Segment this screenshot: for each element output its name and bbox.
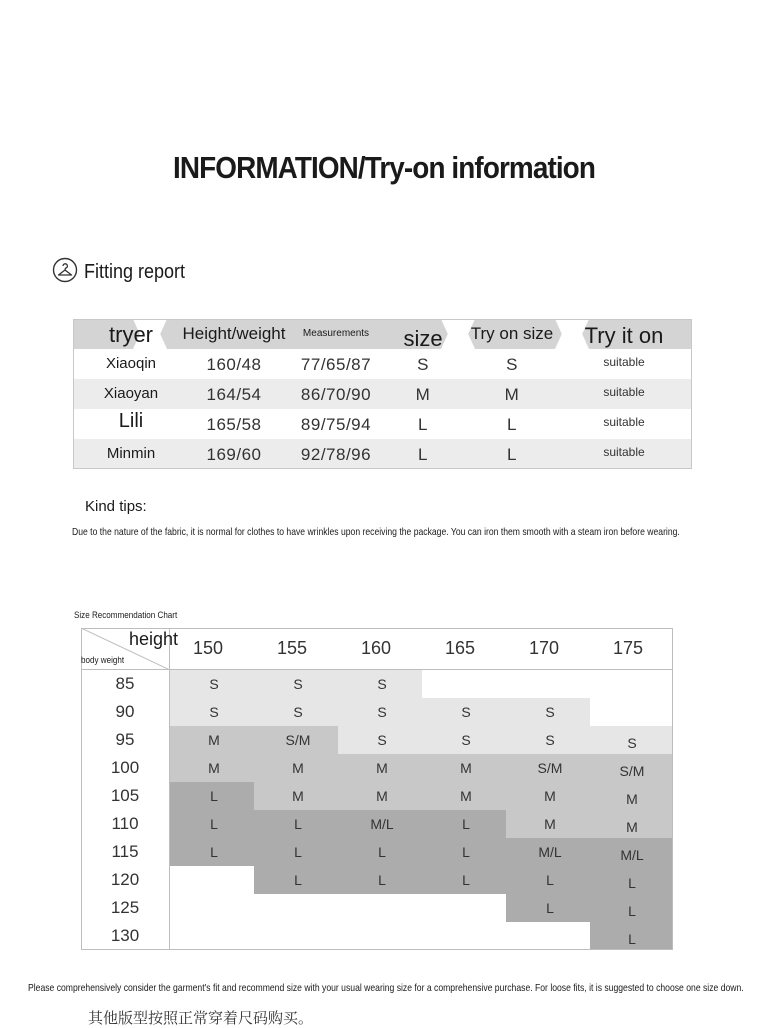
size-cell: L [294, 844, 302, 860]
size-cell: S [545, 704, 555, 720]
size-cell: M [626, 819, 638, 835]
weight-axis-label: body weight [81, 655, 125, 666]
size-cell: S [377, 732, 387, 748]
size-cell: S [209, 704, 219, 720]
fitting-cell: L [418, 415, 428, 434]
fitting-cell: Minmin [106, 445, 156, 462]
size-cell: S/M [285, 732, 311, 748]
size-cell: S [545, 732, 555, 748]
height-column-label: 150 [192, 638, 224, 658]
size-cell: S [377, 704, 387, 720]
kind-tips-title: Kind tips: [85, 498, 147, 515]
height-column-label: 175 [612, 638, 644, 658]
size-cell: L [462, 816, 470, 832]
size-cell: L [294, 816, 302, 832]
header-tryer: tryer [109, 322, 153, 347]
fitting-cell: 89/75/94 [300, 415, 372, 434]
weight-row-label: 85 [115, 674, 135, 693]
size-cell: M [626, 791, 638, 807]
height-column-label: 165 [444, 638, 476, 658]
size-cell: L [210, 816, 218, 832]
size-cell: L [378, 872, 386, 888]
size-cell: M/L [370, 816, 394, 832]
weight-row-label: 105 [110, 786, 140, 805]
size-cell: M [208, 732, 220, 748]
fitting-cell: S [417, 355, 429, 374]
fitting-cell: 164/54 [206, 385, 262, 404]
weight-row-label: 120 [110, 870, 140, 889]
fitting-cell: suitable [603, 355, 645, 369]
size-cell: S [627, 735, 637, 751]
footer-note: Please comprehensively consider the garment's fit and recommend size with your usual wearing size for a comprehensive purchase. For loose fits, it is suggested to choose one size down. [28, 982, 744, 994]
size-cell: L [546, 900, 554, 916]
size-cell: L [628, 931, 636, 947]
footer-chinese-note: 其他版型按照正常穿着尺码购买。 [88, 1010, 314, 1027]
header-try-it-on: Try it on [584, 323, 664, 348]
weight-row-label: 110 [111, 814, 139, 833]
size-cell: M [376, 788, 388, 804]
size-cell: L [462, 844, 470, 860]
weight-row-label: 95 [115, 730, 135, 749]
fitting-cell: L [418, 445, 428, 464]
height-column-label: 160 [360, 638, 392, 658]
size-cell: L [628, 903, 636, 919]
fitting-table-border [73, 319, 692, 469]
header-size: size [403, 326, 443, 351]
header-height-weight: Height/weight [182, 324, 286, 343]
size-cell: M [376, 760, 388, 776]
size-cell: M/L [620, 847, 644, 863]
size-chart-caption: Size Recommendation Chart [74, 610, 178, 621]
weight-row-label: 125 [110, 898, 140, 917]
height-axis-label: height [129, 629, 179, 649]
fitting-cell: 86/70/90 [300, 385, 372, 404]
fitting-cell: Xiaoqin [105, 355, 157, 372]
size-cell: S [209, 676, 219, 692]
size-cell: L [462, 872, 470, 888]
fitting-cell: Xiaoyan [103, 385, 159, 402]
fitting-cell: suitable [603, 385, 645, 399]
size-cell: L [378, 844, 386, 860]
header-measurements: Measurements [302, 328, 370, 339]
size-cell: L [546, 872, 554, 888]
fitting-cell: M [415, 385, 431, 404]
size-cell: S/M [619, 763, 645, 779]
size-cell: S [461, 732, 471, 748]
fitting-cell: S [506, 355, 518, 374]
weight-row-label: 130 [110, 926, 140, 945]
size-cell: L [628, 875, 636, 891]
fitting-cell: suitable [603, 445, 645, 459]
size-cell: M [460, 760, 472, 776]
size-recommendation-table [81, 628, 673, 950]
fitting-report-table [73, 319, 692, 469]
fitting-cell: suitable [603, 415, 645, 429]
size-cell: S/M [537, 760, 563, 776]
fitting-cell: 77/65/87 [300, 355, 372, 374]
size-cell: L [210, 844, 218, 860]
fitting-cell: 165/58 [206, 415, 262, 434]
size-cell: S [293, 704, 303, 720]
size-cell: M [460, 788, 472, 804]
hanger-circle-icon [52, 257, 78, 288]
size-cell: S [377, 676, 387, 692]
weight-row-label: 90 [115, 702, 135, 721]
size-cell: M [544, 816, 556, 832]
fitting-report-heading [52, 257, 196, 288]
fitting-report-label: Fitting report [84, 261, 186, 283]
fitting-cell: M [504, 385, 520, 404]
fitting-cell: 92/78/96 [300, 445, 372, 464]
fitting-cell: 160/48 [206, 355, 262, 374]
size-cell: M [544, 788, 556, 804]
size-cell: L [294, 872, 302, 888]
size-cell: M [208, 760, 220, 776]
weight-row-label: 100 [110, 758, 140, 777]
kind-tips-text: Due to the nature of the fabric, it is normal for clothes to have wrinkles upon receiving the package. You can iron them smooth with a steam iron before wearing. [72, 526, 680, 538]
weight-row-label: 115 [111, 842, 139, 861]
fitting-cell: L [507, 415, 517, 434]
size-cell: M/L [538, 844, 562, 860]
header-try-on-size: Try on size [470, 324, 554, 343]
height-column-label: 155 [276, 638, 308, 658]
size-cell: M [292, 788, 304, 804]
size-cell: M [292, 760, 304, 776]
size-cell: S [293, 676, 303, 692]
fitting-cell: L [507, 445, 517, 464]
fitting-cell: Lili [118, 410, 144, 432]
fitting-cell: 169/60 [206, 445, 262, 464]
size-cell: S [461, 704, 471, 720]
page-title: INFORMATION/Try-on information [173, 150, 595, 185]
height-column-label: 170 [528, 638, 560, 658]
size-cell: L [210, 788, 218, 804]
